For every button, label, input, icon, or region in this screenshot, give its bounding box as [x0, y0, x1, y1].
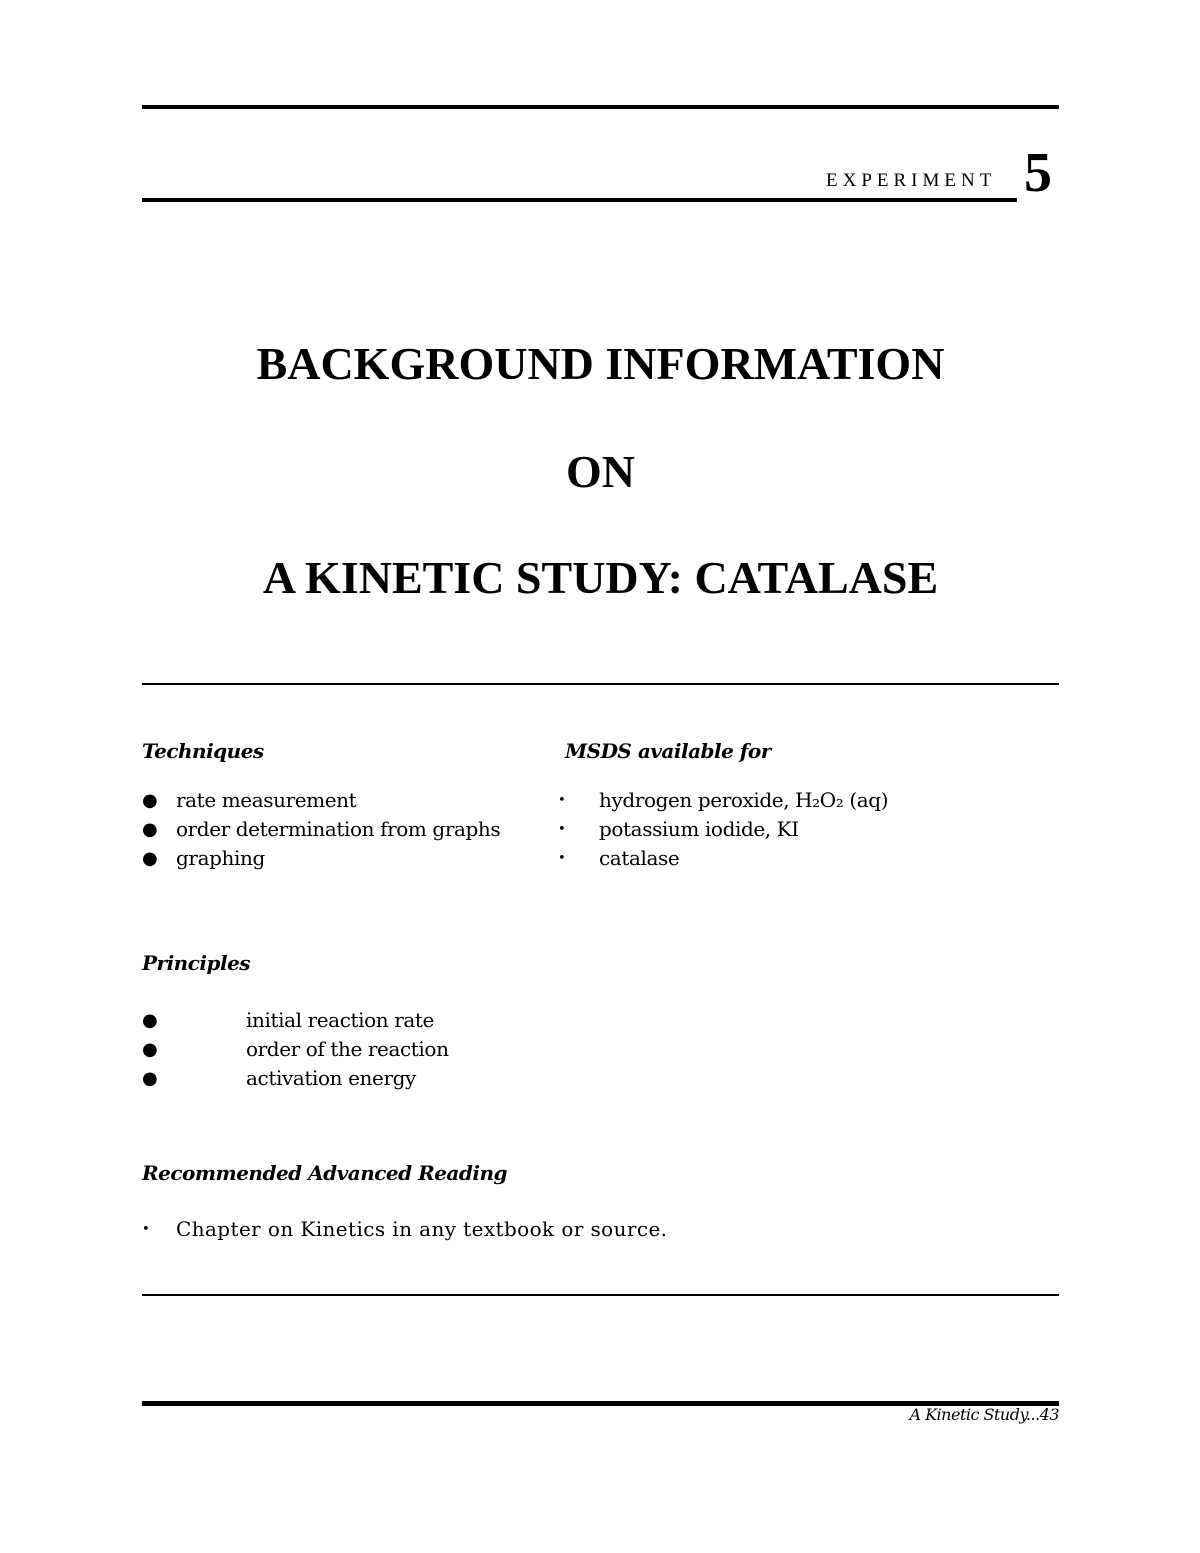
section-divider-top — [142, 683, 1059, 685]
bullet-icon: • — [558, 793, 566, 808]
section-divider-bottom — [142, 1294, 1059, 1296]
bullet-icon: ● — [142, 1039, 158, 1060]
techniques-heading: Techniques — [142, 739, 264, 763]
list-item-text: order of the reaction — [246, 1037, 449, 1061]
bullet-icon: ● — [142, 819, 158, 840]
experiment-rule — [142, 198, 1017, 202]
bullet-icon: ● — [142, 790, 158, 811]
top-rule — [142, 105, 1059, 109]
experiment-number: 5 — [1024, 142, 1052, 204]
list-item-text: catalase — [599, 846, 680, 870]
list-item-text: hydrogen peroxide, H₂O₂ (aq) — [599, 788, 889, 812]
title-line-2: ON — [566, 446, 635, 497]
list-item-text: activation energy — [246, 1066, 416, 1090]
bullet-icon: ● — [142, 848, 158, 869]
page-footer: A Kinetic Study...43 — [909, 1405, 1059, 1424]
bullet-icon: ● — [142, 1068, 158, 1089]
bullet-icon: ● — [142, 1010, 158, 1031]
list-item-text: order determination from graphs — [176, 817, 501, 841]
list-item-text: graphing — [176, 846, 265, 870]
list-item-text: initial reaction rate — [246, 1008, 434, 1032]
msds-heading: MSDS available for — [565, 739, 771, 763]
bullet-icon: • — [142, 1222, 151, 1237]
list-item-text: rate measurement — [176, 788, 357, 812]
reading-heading: Recommended Advanced Reading — [142, 1161, 507, 1185]
list-item-text: Chapter on Kinetics in any textbook or source. — [176, 1217, 668, 1241]
list-item-text: potassium iodide, KI — [599, 817, 799, 841]
bullet-icon: • — [558, 822, 566, 837]
bullet-icon: • — [558, 851, 566, 866]
principles-heading: Principles — [142, 951, 251, 975]
experiment-label: EXPERIMENT — [826, 170, 997, 191]
title-line-3: A KINETIC STUDY: CATALASE — [262, 552, 939, 603]
title-line-1: BACKGROUND INFORMATION — [256, 338, 945, 389]
